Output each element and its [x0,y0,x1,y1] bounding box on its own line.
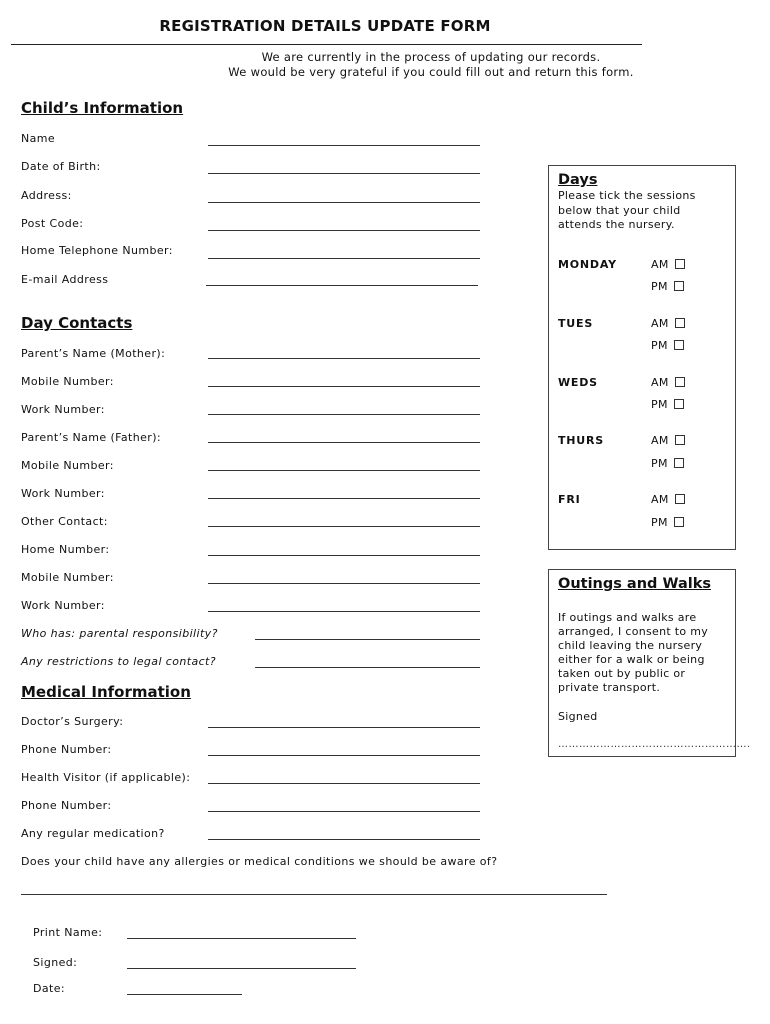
outings-heading: Outings and Walks [558,576,711,592]
input-mother-work[interactable] [208,414,480,415]
title-rule [11,44,642,45]
am-label: AM [651,376,669,389]
outings-signed-label: Signed [558,710,598,723]
session-weds-pm[interactable] [651,398,684,411]
label-email-address: E-mail Address [21,273,109,286]
label-other-mobile: Mobile Number: [21,571,114,584]
pm-label: PM [651,457,668,470]
input-child-name[interactable] [208,145,480,146]
label-father-mobile: Mobile Number: [21,459,114,472]
label-parental-responsibility: Who has: parental responsibility? [21,627,218,640]
checkbox-thurs-am[interactable] [675,435,685,445]
checkbox-weds-pm[interactable] [674,399,684,409]
form-title: REGISTRATION DETAILS UPDATE FORM [159,17,491,35]
checkbox-tues-am[interactable] [675,318,685,328]
am-label: AM [651,258,669,271]
session-thurs-pm[interactable] [651,457,684,470]
session-tues-am[interactable] [651,317,685,330]
outings-consent-text: If outings and walks are arranged, I consent to my child leaving the nursery either for a walk or being taken out by public or private transport. [558,611,709,694]
input-legal-restrictions[interactable] [255,667,480,668]
label-mother-work: Work Number: [21,403,105,416]
label-father-work: Work Number: [21,487,105,500]
input-other-work[interactable] [208,611,480,612]
session-tues-pm[interactable] [651,339,684,352]
checkbox-fri-pm[interactable] [674,517,684,527]
input-parental-responsibility[interactable] [255,639,480,640]
am-label: AM [651,493,669,506]
input-address[interactable] [208,202,480,203]
input-mother-name[interactable] [208,358,480,359]
day-label-fri: FRI [558,493,581,506]
label-date: Date: [33,982,65,995]
label-doctor-phone: Phone Number: [21,743,112,756]
days-box [548,165,736,550]
checkbox-weds-am[interactable] [675,377,685,387]
input-date-of-birth[interactable] [208,173,480,174]
input-allergies[interactable] [21,894,607,895]
session-fri-pm[interactable] [651,516,684,529]
session-weds-am[interactable] [651,376,685,389]
session-monday-pm[interactable] [651,280,684,293]
checkbox-thurs-pm[interactable] [674,458,684,468]
label-signed: Signed: [33,956,78,969]
label-mother-mobile: Mobile Number: [21,375,114,388]
input-father-mobile[interactable] [208,470,480,471]
intro-line-2: We would be very grateful if you could fill out and return this form. [228,65,634,79]
input-health-visitor[interactable] [208,783,480,784]
outings-signature-line[interactable]: ………………………………………………. [558,739,751,750]
label-allergies-question: Does your child have any allergies or medical conditions we should be aware of? [21,855,498,868]
section-childs-information: Child’s Information [21,99,184,117]
session-thurs-am[interactable] [651,434,685,447]
input-print-name[interactable] [127,938,356,939]
label-legal-restrictions: Any restrictions to legal contact? [21,655,217,668]
label-date-of-birth: Date of Birth: [21,160,101,173]
day-label-thurs: THURS [558,434,605,447]
input-regular-medication[interactable] [208,839,480,840]
input-health-visitor-phone[interactable] [208,811,480,812]
input-doctor-phone[interactable] [208,755,480,756]
section-day-contacts: Day Contacts [21,314,133,332]
input-father-name[interactable] [208,442,480,443]
pm-label: PM [651,280,668,293]
session-monday-am[interactable] [651,258,685,271]
label-health-visitor-phone: Phone Number: [21,799,112,812]
day-label-weds: WEDS [558,376,598,389]
input-date[interactable] [127,994,242,995]
label-health-visitor: Health Visitor (if applicable): [21,771,191,784]
am-label: AM [651,434,669,447]
am-label: AM [651,317,669,330]
outings-box [548,569,751,757]
day-label-monday: MONDAY [558,258,617,271]
label-post-code: Post Code: [21,217,84,230]
checkbox-monday-am[interactable] [675,259,685,269]
pm-label: PM [651,398,668,411]
pm-label: PM [651,516,668,529]
label-other-work: Work Number: [21,599,105,612]
label-doctors-surgery: Doctor’s Surgery: [21,715,124,728]
input-home-telephone[interactable] [208,258,480,259]
days-heading: Days [558,172,598,188]
input-doctors-surgery[interactable] [208,727,480,728]
session-fri-am[interactable] [651,493,685,506]
section-medical-information: Medical Information [21,683,191,701]
input-father-work[interactable] [208,498,480,499]
checkbox-monday-pm[interactable] [674,281,684,291]
day-label-tues: TUES [558,317,594,330]
input-mother-mobile[interactable] [208,386,480,387]
checkbox-tues-pm[interactable] [674,340,684,350]
label-other-contact: Other Contact: [21,515,108,528]
label-father-name: Parent’s Name (Father): [21,431,162,444]
days-instructions: Please tick the sessions below that your child attends the nursery. [558,189,696,231]
input-post-code[interactable] [208,230,480,231]
label-child-name: Name [21,132,56,145]
label-mother-name: Parent’s Name (Mother): [21,347,166,360]
label-print-name: Print Name: [33,926,103,939]
intro-line-1: We are currently in the process of updating our records. [261,50,601,64]
input-other-contact[interactable] [208,526,480,527]
input-other-mobile[interactable] [208,583,480,584]
label-home-telephone: Home Telephone Number: [21,244,173,257]
input-other-home[interactable] [208,555,480,556]
label-regular-medication: Any regular medication? [21,827,165,840]
input-email-address[interactable] [206,285,478,286]
label-address: Address: [21,189,72,202]
pm-label: PM [651,339,668,352]
label-other-home: Home Number: [21,543,110,556]
checkbox-fri-am[interactable] [675,494,685,504]
input-signed[interactable] [127,968,356,969]
